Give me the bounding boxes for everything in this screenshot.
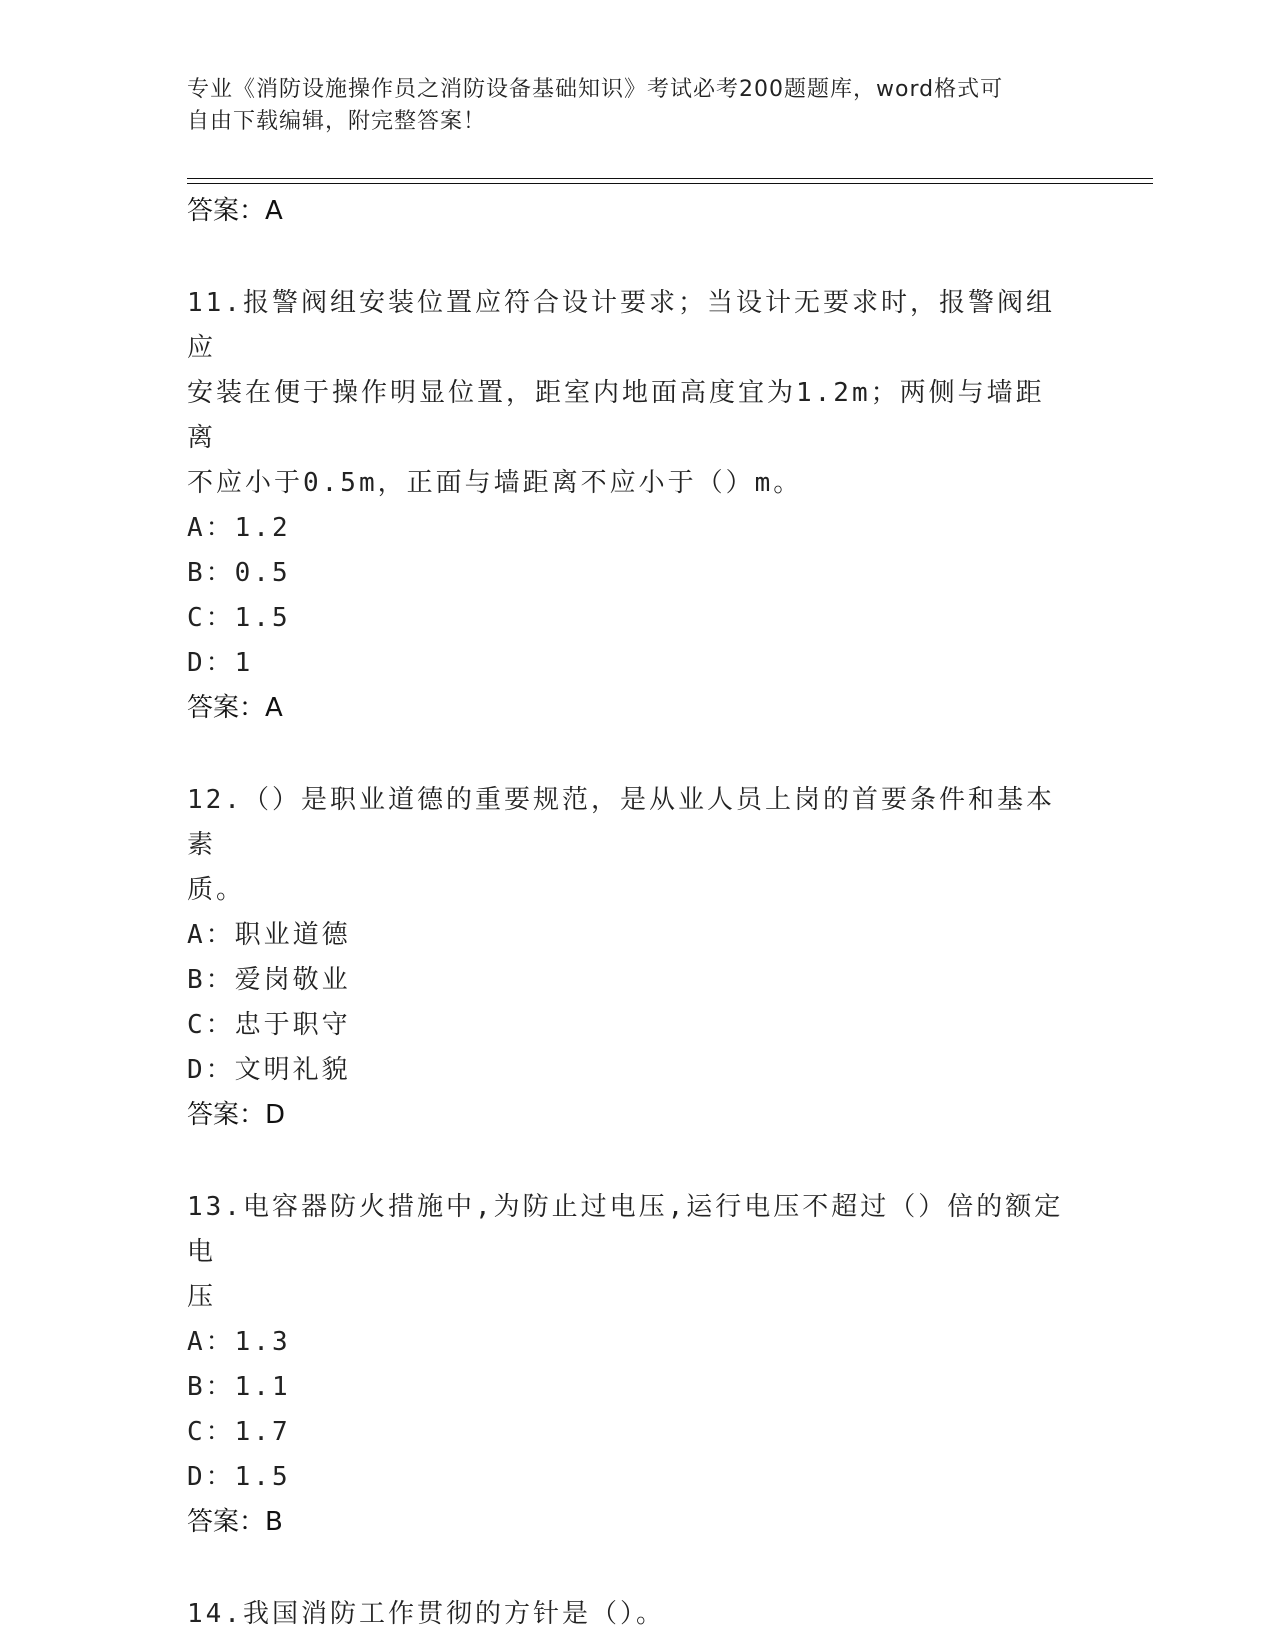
question-stem-line: 14.我国消防工作贯彻的方针是（）。 [187, 1599, 665, 1629]
question-stem-line: 11.报警阀组安装位置应符合设计要求；当设计无要求时，报警阀组应 [187, 288, 1055, 363]
option-b: B：1.1 [187, 1372, 291, 1402]
answer-label: 答案：A [187, 693, 283, 723]
answer-label: 答案：A [187, 196, 283, 226]
question-stem-line: 不应小于0.5m，正面与墙距离不应小于（）m。 [187, 468, 803, 498]
spacer [187, 1545, 1067, 1592]
header-line-1: 专业《消防设施操作员之消防设备基础知识》考试必考200题题库，word格式可 [187, 77, 1004, 102]
option-b: B：爱岗敬业 [187, 965, 351, 995]
question-item [187, 1592, 1067, 1637]
spacer [187, 1138, 1067, 1185]
question-item [187, 778, 1067, 1138]
answer-label: 答案：D [187, 1100, 286, 1130]
question-stem-line: 12.（）是职业道德的重要规范，是从业人员上岗的首要条件和基本素 [187, 785, 1055, 860]
option-a: A：1.3 [187, 1327, 291, 1357]
spacer [187, 731, 1067, 778]
option-b: B：0.5 [187, 558, 291, 588]
question-stem-line: 压 [187, 1282, 217, 1312]
question-stem-line: 安装在便于操作明显位置，距室内地面高度宜为1.2m；两侧与墙距离 [187, 378, 1045, 453]
question-item [187, 1185, 1067, 1545]
page-header [187, 74, 1067, 138]
header-rule-top [187, 178, 1153, 179]
option-d: D：文明礼貌 [187, 1055, 351, 1085]
spacer [187, 234, 1067, 281]
question-stem-line: 13.电容器防火措施中,为防止过电压,运行电压不超过（）倍的额定电 [187, 1192, 1064, 1267]
option-c: C：忠于职守 [187, 1010, 351, 1040]
option-a: A：1.2 [187, 513, 291, 543]
option-c: C：1.7 [187, 1417, 291, 1447]
header-line-2: 自由下载编辑，附完整答案！ [187, 109, 487, 134]
question-list [187, 189, 1067, 1637]
question-item [187, 281, 1067, 731]
header-rule-bottom [187, 183, 1153, 184]
option-d: D：1.5 [187, 1462, 291, 1492]
option-a: A：职业道德 [187, 920, 351, 950]
option-d: D：1 [187, 648, 254, 678]
question-stem-line: 质。 [187, 875, 246, 905]
answer-label: 答案：B [187, 1507, 283, 1537]
option-c: C：1.5 [187, 603, 291, 633]
